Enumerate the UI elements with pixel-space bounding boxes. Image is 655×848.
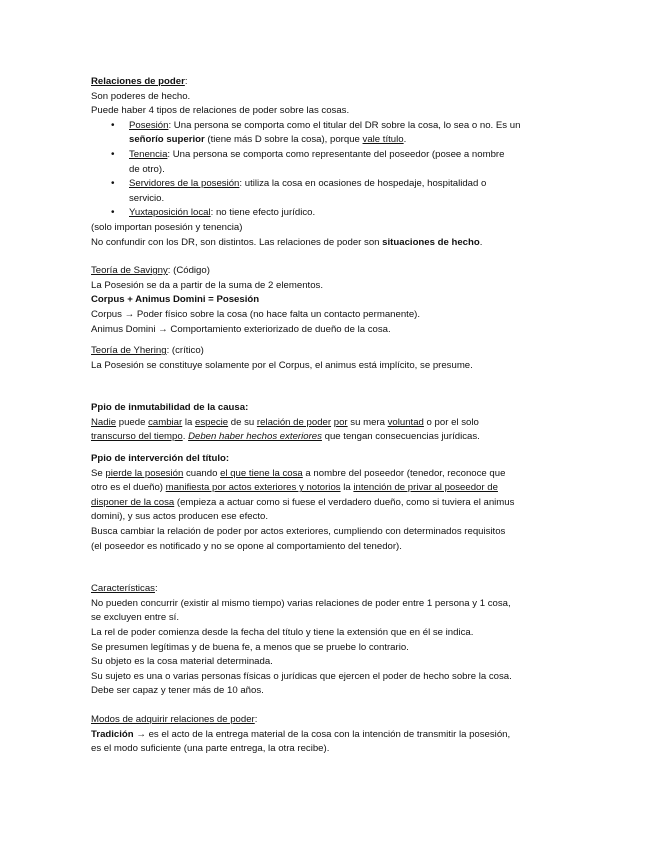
list-item-tenencia: • Tenencia: Una persona se comporta como representante del poseedor (posee a nombre de otro). — [91, 148, 571, 177]
paragraph-line: transcurso del tiempo. Deben haber hechos exteriores que tengan consecuencias jurídicas. — [91, 431, 480, 443]
formula-line: Corpus + Animus Domini = Posesión — [91, 294, 260, 306]
paragraph-line: Tradición → es el acto de la entrega material de la cosa con la intención de transmitir la posesión, — [91, 728, 511, 740]
paragraph-line: Puede haber 4 tipos de relaciones de poder sobre las cosas. — [91, 105, 350, 117]
paragraph-line: Debe ser capaz y tener más de 10 años. — [91, 685, 264, 697]
section-yhering-title: Teoría de Yhering: (crítico) — [91, 345, 204, 357]
paragraph-line: Su sujeto es una o varias personas físicas o jurídicas que ejercen el poder de hecho sobre la cosa. — [91, 670, 512, 682]
paragraph-line: Se presumen legítimas y de buena fe, a menos que se pruebe lo contrario. — [91, 641, 409, 653]
paragraph-line: (el poseedor es notificado y no se opone al comportamiento del tenedor). — [91, 540, 402, 552]
paragraph-line: (solo importan posesión y tenencia) — [91, 221, 243, 233]
document-body — [91, 75, 571, 757]
paragraph-line: otro es el dueño) manifiesta por actos exteriores y notorios la intención de privar al poseedor de — [91, 482, 498, 494]
paragraph-line: Son poderes de hecho. — [91, 90, 191, 102]
paragraph-line: Animus Domini → Comportamiento exteriorizado de dueño de la cosa. — [91, 323, 391, 335]
paragraph-line: domini), y sus actos producen ese efecto. — [91, 511, 269, 523]
paragraph-line: Busca cambiar la relación de poder por actos exteriores, cumpliendo con determinados requisitos — [91, 526, 506, 538]
paragraph-line: La Posesión se constituye solamente por el Corpus, el animus está implícito, se presume. — [91, 359, 473, 371]
list-item-posesion: • Posesión: Una persona se comporta como el titular del DR sobre la cosa, lo sea o no. Es un señorío superior (tiene más D sobre la cosa), porque vale título. — [91, 119, 571, 148]
paragraph-line: disponer de la cosa (empieza a actuar como si fuese el verdadero dueño, como si tuviera el animus — [91, 496, 515, 508]
list-item-servidores: • Servidores de la posesión: utiliza la cosa en ocasiones de hospedaje, hospitalidad o servicio. — [91, 177, 571, 206]
paragraph-line: La rel de poder comienza desde la fecha del título y tiene la extensión que en él se indica. — [91, 627, 474, 638]
list-item-yuxtaposicion: • Yuxtaposición local: no tiene efecto jurídico. — [91, 206, 571, 221]
section-caracteristicas-title: Características: — [91, 583, 158, 595]
section-interversion-title: Ppio de interverción del título: — [91, 453, 230, 465]
section-modos-title: Modos de adquirir relaciones de poder: — [91, 713, 258, 725]
paragraph-line: Se pierde la posesión cuando el que tiene la cosa a nombre del poseedor (tenedor, reconoce que — [91, 467, 506, 479]
relaciones-list — [91, 119, 571, 221]
section-inmutabilidad-title: Ppio de inmutabilidad de la causa: — [91, 402, 249, 414]
paragraph-line: Su objeto es la cosa material determinada. — [91, 656, 273, 668]
section-relaciones-title: Relaciones de poder: — [91, 76, 188, 87]
paragraph-line: se excluyen entre sí. — [91, 612, 179, 624]
paragraph-line: No pueden concurrir (existir al mismo tiempo) varias relaciones de poder entre 1 persona y 1 cosa, — [91, 597, 511, 609]
paragraph-line: es el modo suficiente (una parte entrega, la otra recibe). — [91, 743, 330, 755]
paragraph-line: La Posesión se da a partir de la suma de 2 elementos. — [91, 279, 323, 291]
paragraph-line: Nadie puede cambiar la especie de su relación de poder por su mera voluntad o por el solo — [91, 416, 479, 428]
paragraph-line: No confundir con los DR, son distintos. Las relaciones de poder son situaciones de hecho. — [91, 236, 483, 248]
paragraph-line: Corpus → Poder físico sobre la cosa (no hace falta un contacto permanente). — [91, 308, 421, 320]
section-savigny-title: Teoría de Savigny: (Código) — [91, 265, 210, 277]
